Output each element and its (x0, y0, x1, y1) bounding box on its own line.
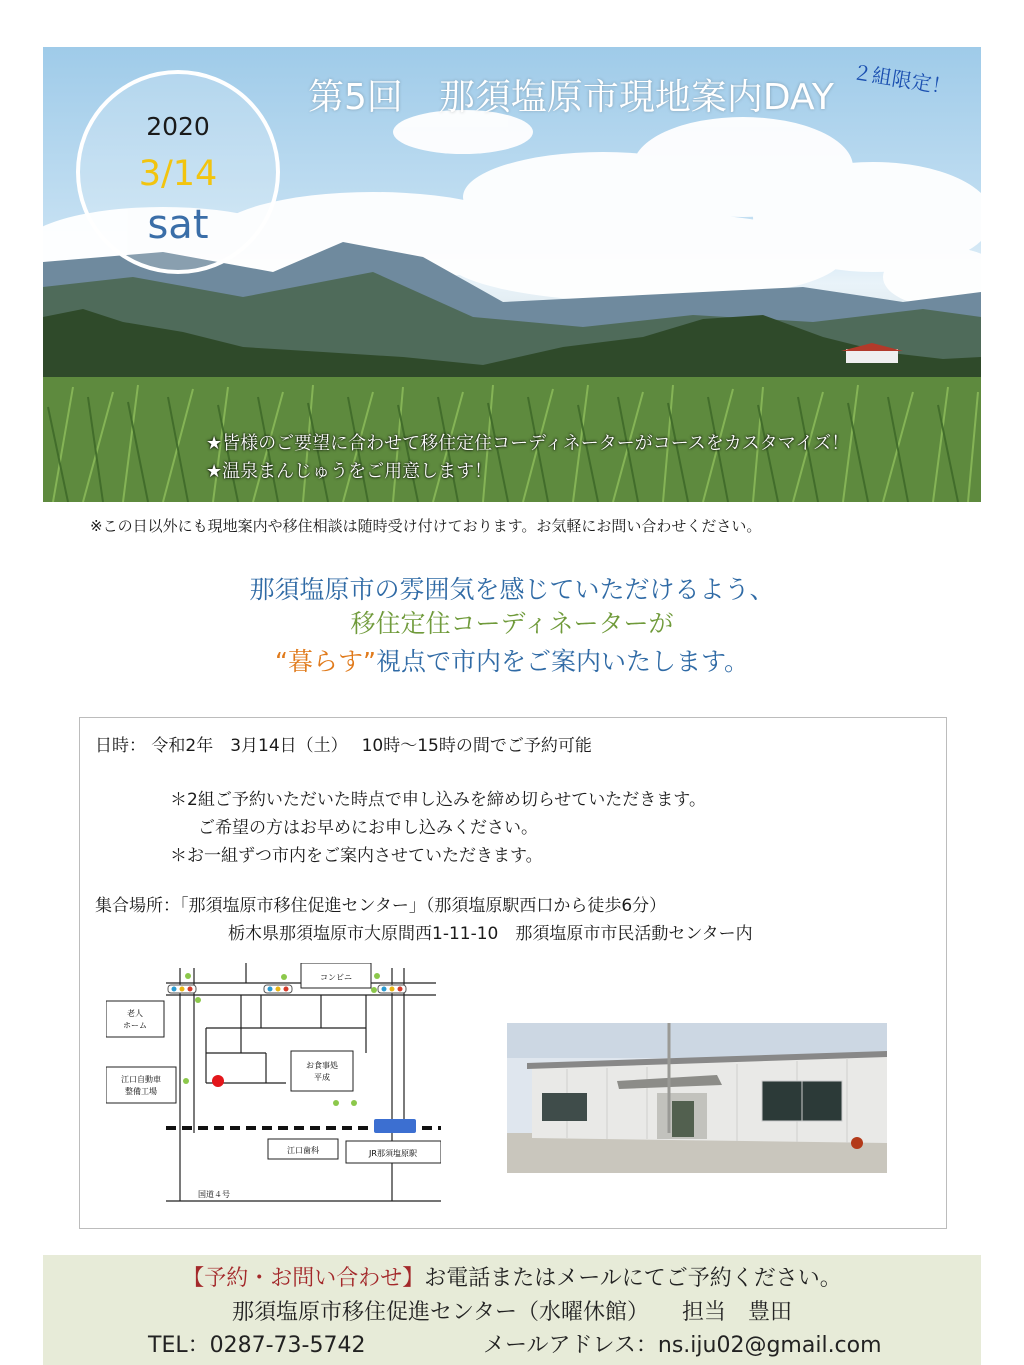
datetime-label: 日時： (95, 736, 146, 756)
tagline-line1: 那須塩原市の雰囲気を感じていただけるよう、 (249, 575, 775, 604)
hero-note-customize: ★皆様のご要望に合わせて移住定住コーディネーターがコースをカスタマイズ！ (206, 433, 850, 454)
map-label-restaurant-1: お食事処 (306, 1061, 338, 1070)
access-map (106, 963, 441, 1203)
building-photo (507, 1023, 887, 1173)
map-label-route: 国道４号 (198, 1190, 230, 1199)
event-title: 第5回 那須塩原市現地案内DAY (308, 77, 834, 118)
tagline-line2: 移住定住コーディネーターが (350, 609, 674, 638)
destination-marker (212, 1075, 224, 1087)
map-label-station: JR那須塩原駅 (369, 1149, 417, 1158)
meeting-row (95, 891, 666, 916)
event-details-box (79, 717, 947, 1229)
tagline-emphasis: “暮らす” (275, 647, 376, 676)
datetime-value: 令和2年 3月14日（土） 10時～15時の間でご予約可能 (151, 736, 592, 756)
limit-badge: ２組限定！ (850, 59, 954, 100)
map-label-garage-1: 江口自動車 (121, 1075, 161, 1084)
datetime-row (95, 731, 592, 756)
reservation-limit-note: ＊2組ご予約いただいた時点で申し込みを締め切らせていただきます。 (170, 790, 706, 810)
meeting-label: 集合場所： (95, 896, 180, 916)
map-label-restaurant-2: 平成 (314, 1073, 330, 1082)
availability-note: ※この日以外にも現地案内や移住相談は随時受け付けております。お気軽にお問い合わせください。 (90, 517, 762, 535)
hero-notes (206, 430, 849, 486)
phone-number[interactable]: TEL：0287-73-5742 (148, 1333, 366, 1358)
map-label-elderly-1: 老人 (127, 1009, 143, 1018)
date-circle (76, 70, 280, 274)
contact-row (43, 1261, 981, 1292)
tagline-line3-text: 視点で市内をご案内いたします。 (375, 647, 749, 676)
hero-photo (43, 47, 981, 502)
event-weekday: sat (147, 202, 209, 248)
contact-text: お電話またはメールにてご予約ください。 (424, 1266, 842, 1291)
address: 栃木県那須塩原市大原間西1-11-10 那須塩原市市民活動センター内 (228, 924, 753, 944)
map-label-dental: 江口歯科 (287, 1146, 319, 1155)
early-apply-note: ご希望の方はお早めにお申し込みください。 (198, 818, 538, 838)
map-label-elderly-2: ホーム (123, 1021, 147, 1030)
event-year: 2020 (146, 112, 210, 141)
contact-label: 【予約・お問い合わせ】 (182, 1266, 425, 1291)
contact-footer (43, 1255, 981, 1365)
email-address[interactable]: メールアドレス：ns.iju02@gmail.com (483, 1333, 882, 1358)
event-month-day: 3/14 (138, 154, 218, 194)
one-group-note: ＊お一組ずつ市内をご案内させていただきます。 (170, 846, 543, 866)
map-label-convenience: コンビニ (320, 973, 352, 982)
tagline-line3 (0, 642, 1024, 678)
center-info: 那須塩原市移住促進センター（水曜休館） 担当 豊田 (231, 1300, 793, 1325)
station-marker (374, 1119, 416, 1133)
hero-note-manju: ★温泉まんじゅうをご用意します！ (206, 461, 493, 482)
meeting-place: 「那須塩原市移住促進センター」（那須塩原駅西口から徒歩6分） (180, 896, 667, 916)
map-label-garage-2: 整備工場 (125, 1087, 157, 1096)
